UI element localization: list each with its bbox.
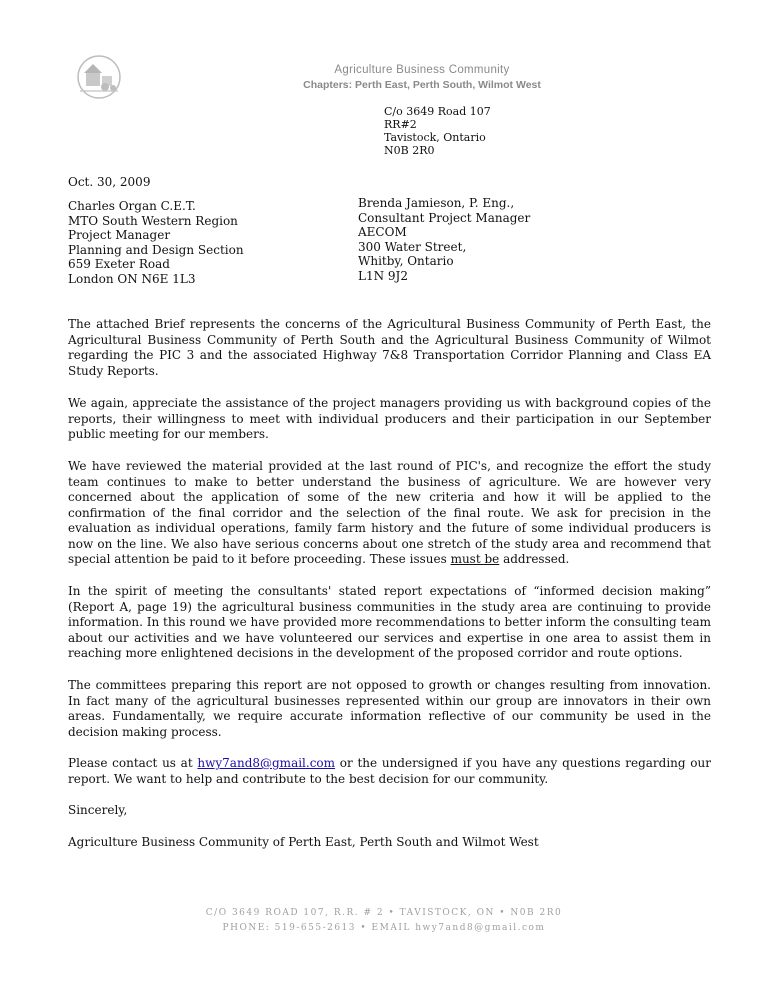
barn-tractor-icon — [76, 54, 122, 100]
emphasis-text: must be — [450, 552, 500, 566]
recipient-line: Charles Organ C.E.T. — [68, 199, 196, 213]
paragraph-text: addressed. — [499, 552, 570, 566]
recipient-right — [358, 196, 530, 283]
recipient-line: AECOM — [358, 225, 407, 239]
recipient-line: 300 Water Street, — [358, 239, 467, 254]
signature: Agriculture Business Community of Perth East, Perth South and Wilmot West — [68, 835, 539, 849]
paragraph-text: or the undersigned if you have any questions regarding our report. We want to help and contribute to the best decision for our community. — [68, 756, 711, 786]
letter-date: Oct. 30, 2009 — [68, 175, 151, 189]
paragraph-concerns — [68, 459, 711, 568]
email-link[interactable]: hwy7and8@gmail.com — [197, 756, 336, 770]
paragraph-contact — [68, 756, 711, 787]
recipient-line: Project Manager — [68, 228, 171, 242]
address-line: Tavistock, Ontario — [384, 131, 486, 144]
recipient-line: Brenda Jamieson, P. Eng., — [358, 196, 515, 210]
address-line: C/o 3649 Road 107 — [384, 105, 491, 118]
chapters-line: Chapters: Perth East, Perth South, Wilmot West — [303, 79, 541, 91]
paragraph-brief: The attached Brief represents the concerns of the Agricultural Business Community of Perth East, the Agricultural Business Community of Perth South and the Agricultural Business Community of Wilmot regarding the PIC 3 and the associated Highway 7&8 Transportation Corridor Planning and Class EA Study Reports. — [68, 317, 711, 378]
footer-contact: PHONE: 519-655-2613 • EMAIL hwy7and8@gmail.com — [222, 923, 546, 933]
recipient-line: MTO South Western Region — [68, 213, 238, 228]
paragraph-informed-decision: In the spirit of meeting the consultants' stated report expectations of “informed decision making” (Report A, page 19) the agricultural business communities in the study area are continuing to provide information. In this round we have provided more recommendations to better inform the consulting team about our activities and we have volunteered our services and expertise in one area to assist them in reaching more enlightened decisions in the development of the proposed corridor and route options. — [68, 584, 711, 660]
footer-address: C/O 3649 ROAD 107, R.R. # 2 • TAVISTOCK, ON • N0B 2R0 — [205, 908, 563, 918]
org-name: Agriculture Business Community — [334, 64, 510, 76]
recipient-line: Whitby, Ontario — [358, 254, 454, 268]
closing: Sincerely, — [68, 803, 128, 817]
recipient-line: Consultant Project Manager — [358, 210, 531, 225]
recipient-left — [68, 199, 244, 286]
address-line: RR#2 — [384, 118, 417, 131]
recipient-line: Planning and Design Section — [68, 242, 244, 257]
recipient-line: London ON N6E 1L3 — [68, 271, 196, 286]
recipient-line: 659 Exeter Road — [68, 257, 170, 271]
paragraph-text: Please contact us at — [68, 756, 198, 770]
paragraph-committees: The committees preparing this report are not opposed to growth or changes resulting from innovation. In fact many of the agricultural businesses represented within our group are innovators in their own areas. Fundamentally, we require accurate information reflective of our community be used in the decision making process. — [68, 678, 711, 739]
paragraph-text: We have reviewed the material provided at the last round of PIC's, and recognize the effort the study team continues to make to better understand the business of agriculture. We are however very concerned about the application of some of the new criteria and how it will be applied to the confirmation of the final corridor and the selection of the final route. We ask for precision in the evaluation as individual operations, family farm history and the future of some individual producers is now on the line. We also have serious concerns about one stretch of the study area and recommend that special attention be paid to it before proceeding. These issues — [68, 459, 711, 566]
return-address — [384, 105, 491, 157]
paragraph-appreciation: We again, appreciate the assistance of the project managers providing us with background copies of the reports, their willingness to meet with individual producers and their participation in our September public meeting for our members. — [68, 396, 711, 441]
recipient-line: L1N 9J2 — [358, 268, 408, 283]
address-line: N0B 2R0 — [384, 144, 435, 157]
